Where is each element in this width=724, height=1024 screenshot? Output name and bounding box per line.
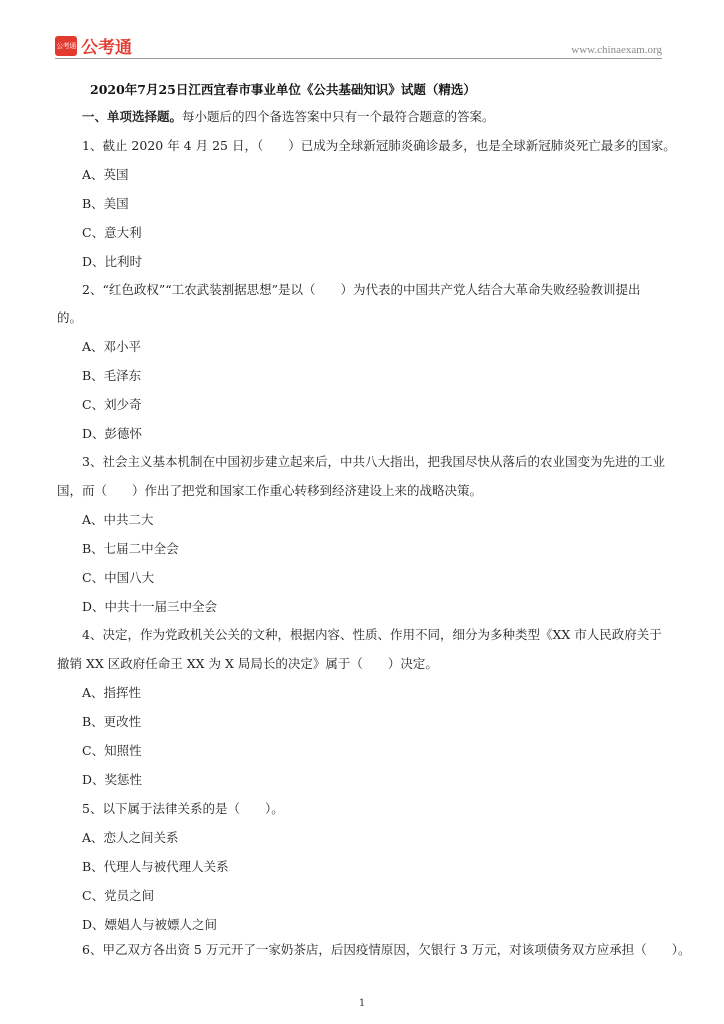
logo-text: 公考通 — [81, 38, 132, 58]
page-header — [0, 0, 724, 62]
question-continuation: 的。 — [57, 310, 83, 325]
page-number: 1 — [358, 998, 366, 1009]
document-title: 2020年7月25日江西宜春市事业单位《公共基础知识》试题（精选） — [90, 82, 476, 97]
answer-option: A、英国 — [82, 167, 129, 182]
logo — [55, 33, 132, 58]
site-url[interactable]: www.chinaexam.org — [571, 44, 662, 56]
answer-option: C、中国八大 — [82, 570, 155, 585]
answer-option: D、嫖娼人与被嫖人之间 — [82, 917, 218, 932]
question-text: 2、“红色政权”“工农武装割据思想”是以（ ）为代表的中国共产党人结合大革命失败经验教训提出 — [82, 282, 641, 297]
answer-option: D、比利时 — [82, 254, 143, 269]
question-text: 4、决定，作为党政机关公关的文种，根据内容、性质、作用不同，细分为多种类型《XX 市人民政府关于 — [82, 627, 662, 642]
answer-option: B、代理人与被代理人关系 — [82, 859, 229, 874]
answer-option: B、七届二中全会 — [82, 541, 179, 556]
answer-option: C、党员之间 — [82, 888, 155, 903]
section-instruction: 每小题后的四个备选答案中只有一个最符合题意的答案。 — [182, 109, 495, 124]
answer-option: A、指挥性 — [82, 685, 142, 700]
answer-option: D、彭德怀 — [82, 426, 143, 441]
answer-option: C、刘少奇 — [82, 397, 142, 412]
answer-option: B、更改性 — [82, 714, 142, 729]
question-text: 1、截止 2020 年 4 月 25 日，（ ）已成为全球新冠肺炎确诊最多，也是全球新冠肺炎死亡最多的国家。 — [82, 138, 676, 153]
answer-option: A、邓小平 — [82, 339, 142, 354]
question-text: 6、甲乙双方各出资 5 万元开了一家奶茶店，后因疫情原因，欠银行 3 万元，对该项债务双方应承担（ ）。 — [82, 942, 691, 957]
answer-option: C、知照性 — [82, 743, 142, 758]
answer-option: A、恋人之间关系 — [82, 830, 179, 845]
answer-option: D、中共十一届三中全会 — [82, 599, 218, 614]
question-text: 3、社会主义基本机制在中国初步建立起来后，中共八大指出，把我国尽快从落后的农业国变为先进的工业 — [82, 454, 665, 469]
logo-badge: 公考通 — [55, 36, 77, 56]
question-continuation: 撤销 XX 区政府任命王 XX 为 X 局局长的决定》属于（ ）决定。 — [57, 656, 438, 671]
section-title: 一、单项选择题。 — [82, 109, 183, 124]
section-heading — [82, 107, 495, 125]
header-divider — [55, 58, 662, 59]
answer-option: A、中共二大 — [82, 512, 154, 527]
question-continuation: 国，而（ ）作出了把党和国家工作重心转移到经济建设上来的战略决策。 — [57, 483, 483, 498]
question-text: 5、以下属于法律关系的是（ ）。 — [82, 801, 284, 816]
answer-option: C、意大利 — [82, 225, 142, 240]
answer-option: D、奖惩性 — [82, 772, 143, 787]
answer-option: B、毛泽东 — [82, 368, 142, 383]
answer-option: B、美国 — [82, 196, 129, 211]
